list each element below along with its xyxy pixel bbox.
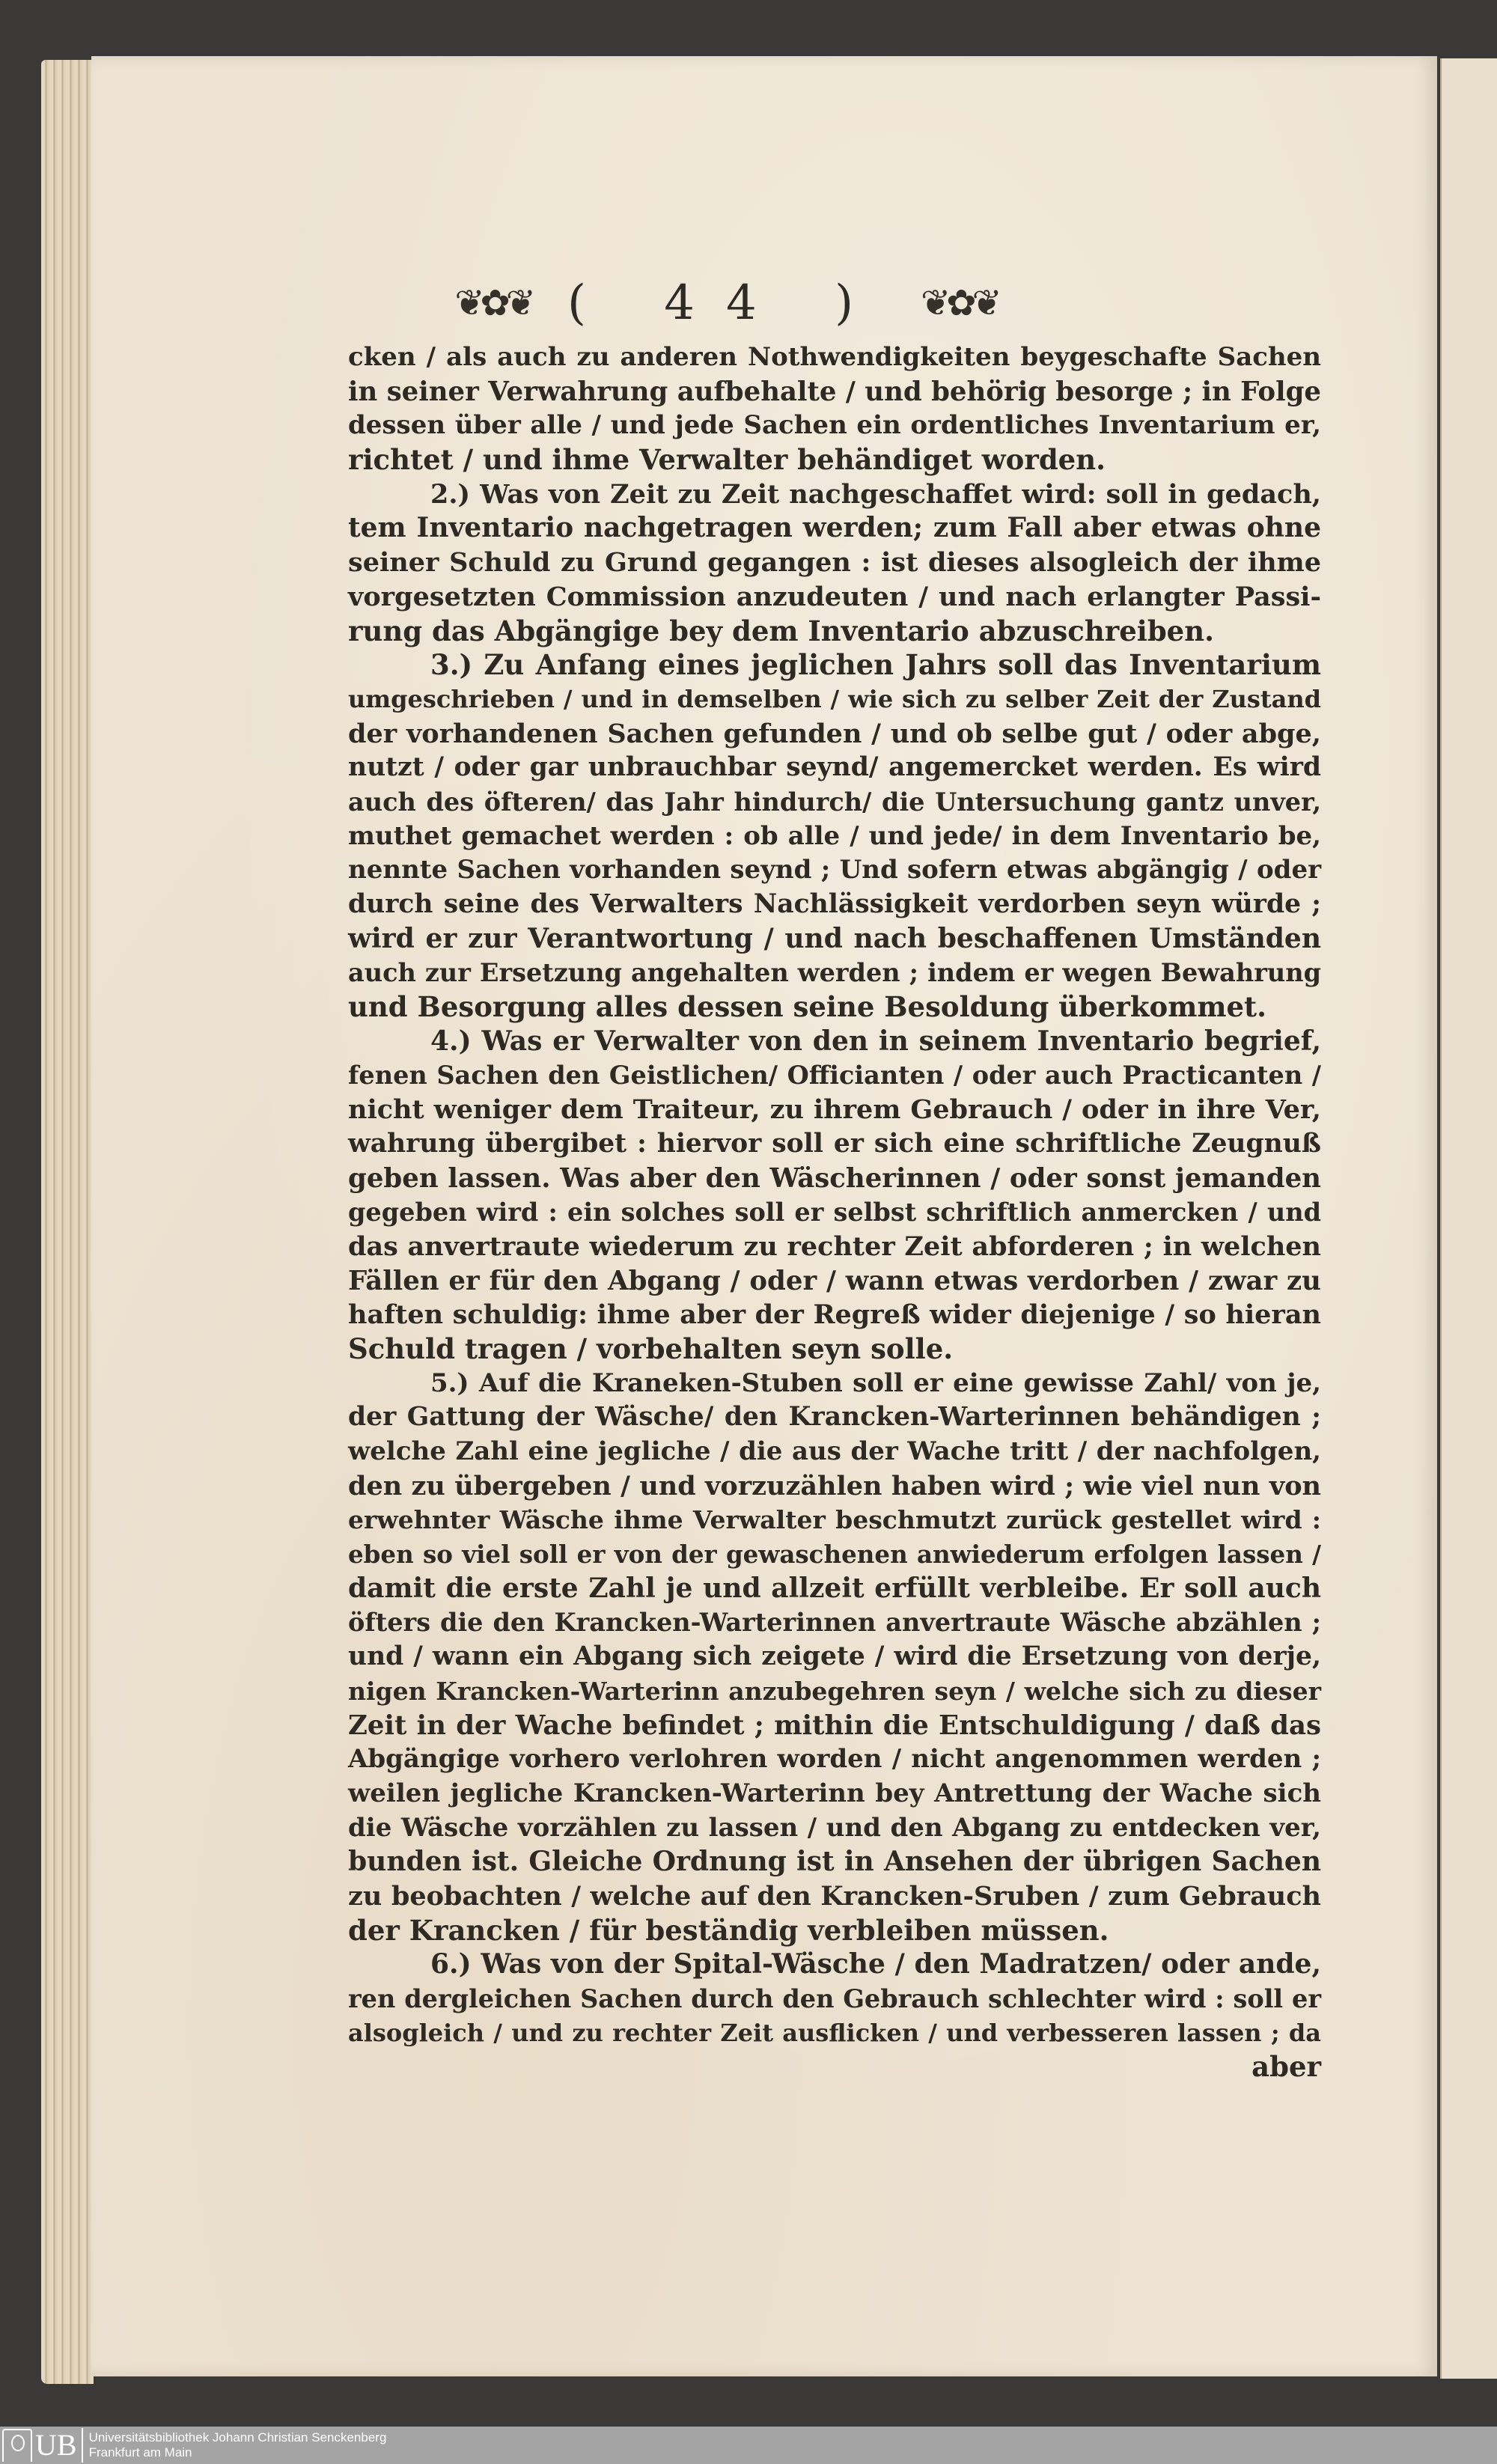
text-line: nicht weniger dem Traiteur, zu ihrem Gebrauch / oder in ihre Ver, xyxy=(348,1094,1321,1126)
text-line: zu beobachten / welche auf den Krancken-Sruben / zum Gebrauch xyxy=(348,1880,1321,1912)
text-line: durch seine des Verwalters Nachlässigkeit verdorben seyn würde ; xyxy=(348,889,1321,919)
text-line: Fällen er für den Abgang / oder / wann etwas verdorben / zwar zu xyxy=(348,1265,1321,1296)
text-line: wahrung übergibet : hiervor soll er sich eine schriftliche Zeugnuß xyxy=(348,1128,1321,1159)
library-logo xyxy=(2,2428,83,2463)
institution-name: Universitätsbibliothek Johann Christian Senckenberg xyxy=(88,2430,387,2445)
text-line: auch zur Ersetzung angehalten werden ; indem er wegen Bewahrung xyxy=(348,958,1321,988)
text-line: die Wäsche vorzählen zu lassen / und den Abgang zu entdecken ver, xyxy=(348,1812,1321,1843)
text-line: Abgängige vorhero verlohren worden / nicht angenommen werden ; xyxy=(348,1744,1321,1775)
ornament-left-icon: ❦✿❦ xyxy=(454,282,531,324)
page-header xyxy=(0,269,1475,337)
text-line: 2.) Was von Zeit zu Zeit nachgeschaffet wird: soll in gedach, xyxy=(430,478,1321,510)
text-line: tem Inventario nachgetragen werden; zum Fall aber etwas ohne xyxy=(348,512,1321,544)
logo-text: UB xyxy=(35,2428,77,2462)
text-line: das anvertraute wiederum zu rechter Zeit abforderen ; in welchen xyxy=(348,1231,1321,1262)
text-line: richtet / und ihme Verwalter behändiget worden. xyxy=(348,443,1106,477)
text-line: und Besorgung alles dessen seine Besoldung überkommet. xyxy=(348,990,1267,1024)
text-line: der Krancken / für beständig verbleiben müssen. xyxy=(348,1913,1109,1947)
text-line: welche Zahl eine jegliche / die aus der Wache tritt / der nachfolgen, xyxy=(348,1436,1321,1466)
text-line: geben lassen. Was aber den Wäscherinnen / oder sonst jemanden xyxy=(348,1162,1321,1194)
text-line: fenen Sachen den Geistlichen/ Officianten / oder auch Practicanten / xyxy=(348,1061,1321,1091)
text-line: in seiner Verwahrung aufbehalte / und behörig besorge ; in Folge xyxy=(348,376,1321,407)
text-line: 6.) Was von der Spital-Wäsche / den Madratzen/ oder ande, xyxy=(430,1948,1321,1980)
footer-bar xyxy=(0,2427,1497,2464)
footer-caption xyxy=(89,2430,387,2460)
text-line: 5.) Auf die Kraneken-Stuben soll er eine gewisse Zahl/ von je, xyxy=(430,1367,1321,1398)
ornament-right-icon: ❦✿❦ xyxy=(921,282,998,324)
text-line: nutzt / oder gar unbrauchbar seynd/ angemercket werden. Es wird xyxy=(348,752,1321,783)
text-line: 4.) Was er Verwalter von den in seinem Inventario begrief, xyxy=(430,1025,1321,1057)
page-stack-edge xyxy=(41,60,94,2384)
institution-city: Frankfurt am Main xyxy=(88,2445,192,2460)
text-line: cken / als auch zu anderen Nothwendigkeiten beygeschafte Sachen xyxy=(348,342,1321,372)
text-line: umgeschrieben / und in demselben / wie sich zu selber Zeit der Zustand xyxy=(348,684,1321,713)
text-line: erwehnter Wäsche ihme Verwalter beschmutzt zurück gestellet wird : xyxy=(348,1505,1321,1535)
text-line: nennte Sachen vorhanden seynd ; Und sofern etwas abgängig / oder xyxy=(348,855,1321,885)
text-line: 3.) Zu Anfang eines jeglichen Jahrs soll das Inventarium xyxy=(430,648,1321,682)
text-line: nigen Krancken-Warterinn anzubegehren seyn / welche sich zu dieser xyxy=(348,1676,1321,1706)
text-line: eben so viel soll er von der gewaschenen anwiederum erfolgen lassen / xyxy=(348,1540,1321,1570)
text-line: weilen jegliche Krancken-Warterinn bey Antrettung der Wache sich xyxy=(348,1778,1321,1808)
text-line: alsogleich / und zu rechter Zeit ausflicken / und verbesseren lassen ; da xyxy=(348,2018,1321,2047)
text-line: der vorhandenen Sachen gefunden / und ob selbe gut / oder abge, xyxy=(348,718,1321,749)
page-number: ( 44 ) xyxy=(567,275,885,331)
text-line: öfters die den Krancken-Warterinnen anvertraute Wäsche abzählen ; xyxy=(348,1608,1321,1638)
text-line: seiner Schuld zu Grund gegangen : ist dieses alsogleich der ihme xyxy=(348,547,1321,579)
text-line: damit die erste Zahl je und allzeit erfüllt verbleibe. Er soll auch xyxy=(348,1572,1321,1604)
body-text xyxy=(348,341,1321,2085)
text-line: rung das Abgängige bey dem Inventario abzuschreiben. xyxy=(348,614,1215,647)
text-line: den zu übergeben / und vorzuzählen haben wird ; wie viel nun von xyxy=(348,1470,1321,1501)
text-line: haften schuldig: ihme aber der Regreß wider diejenige / so hieran xyxy=(348,1299,1321,1331)
text-line: Zeit in der Wache befindet ; mithin die Entschuldigung / daß das xyxy=(348,1710,1321,1741)
text-line: ren dergleichen Sachen durch den Gebrauch schlechter wird : soll er xyxy=(348,1984,1321,2013)
portrait-icon xyxy=(2,2429,32,2462)
text-line: muthet gemachet werden : ob alle / und jede/ in dem Inventario be, xyxy=(348,820,1321,851)
text-line: wird er zur Verantwortung / und nach beschaffenen Umständen xyxy=(348,922,1321,954)
facing-page-edge xyxy=(1440,58,1497,2379)
text-line: auch des öfteren/ das Jahr hindurch/ die Untersuchung gantz unver, xyxy=(348,787,1321,817)
text-line: dessen über alle / und jede Sachen ein ordentliches Inventarium er, xyxy=(348,410,1321,441)
text-line: Schuld tragen / vorbehalten seyn solle. xyxy=(348,1332,954,1365)
text-line: und / wann ein Abgang sich zeigete / wird die Ersetzung von derje, xyxy=(348,1641,1321,1672)
text-line: der Gattung der Wäsche/ den Krancken-Warterinnen behändigen ; xyxy=(348,1402,1321,1433)
text-line: bunden ist. Gleiche Ordnung ist in Ansehen der übrigen Sachen xyxy=(348,1846,1321,1878)
text-line: aber xyxy=(1251,2050,1321,2084)
text-line: gegeben wird : ein solches soll er selbst schriftlich anmercken / und xyxy=(348,1198,1321,1228)
text-line: vorgesetzten Commission anzudeuten / und nach erlangter Passi- xyxy=(348,581,1321,612)
